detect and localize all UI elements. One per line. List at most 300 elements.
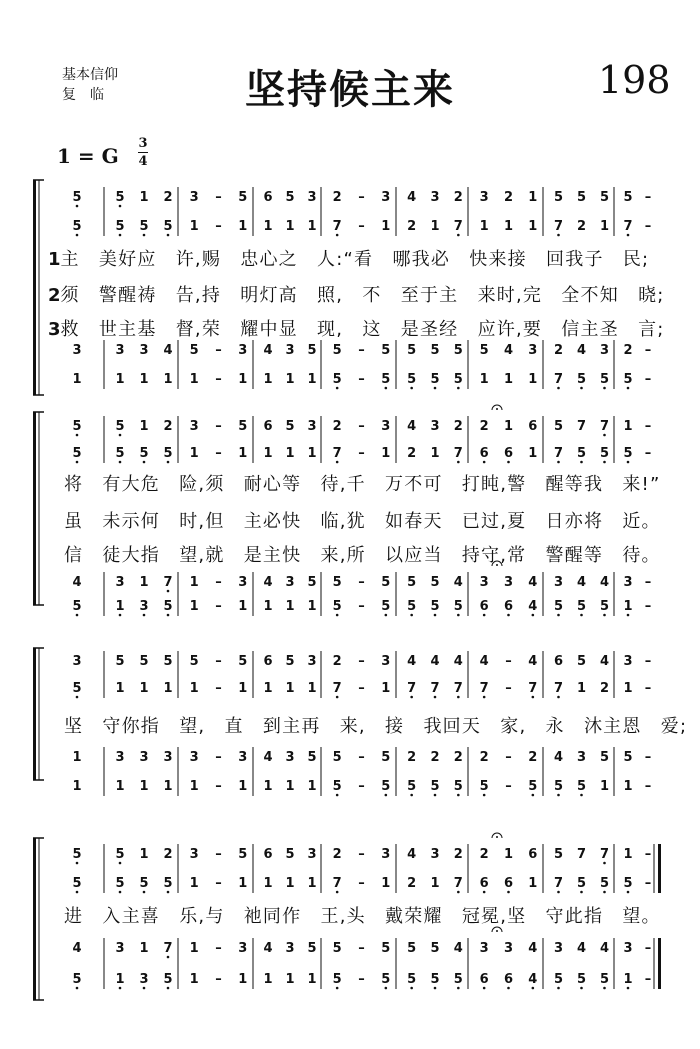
lyric-text: 坚 守你指 望, 直 到主再 来, 接 我回天 家, 永 沐主恩 爱; xyxy=(64,716,688,737)
note: 4 xyxy=(528,654,538,669)
note: – xyxy=(505,654,512,669)
low-octave-dot xyxy=(410,387,413,390)
system-bracket-thick xyxy=(33,180,36,395)
note: 4 xyxy=(599,654,610,669)
system-bracket-thick xyxy=(33,648,36,780)
low-octave-dot xyxy=(483,891,486,894)
lyric-line xyxy=(48,245,649,271)
note: 1 xyxy=(238,372,248,387)
note: 5 xyxy=(430,343,440,358)
note: 7 xyxy=(163,575,173,590)
note: 5 xyxy=(332,941,342,956)
note: 2 xyxy=(553,343,564,358)
low-octave-dot xyxy=(119,862,122,865)
note: 1 xyxy=(430,219,440,234)
note: 4 xyxy=(599,575,610,590)
note: 1 xyxy=(115,779,125,794)
note: 3 xyxy=(623,575,633,590)
note: 2 xyxy=(503,190,514,205)
note: 1 xyxy=(479,372,489,387)
note: 5 xyxy=(407,343,417,358)
note: 5 xyxy=(381,372,391,387)
low-octave-dot xyxy=(410,987,413,990)
note: 5 xyxy=(479,779,489,794)
low-octave-dot xyxy=(336,987,339,990)
low-octave-dot xyxy=(434,987,437,990)
note: 6 xyxy=(263,847,273,862)
note: 1 xyxy=(479,219,489,234)
note: 1 xyxy=(528,372,538,387)
note: 5 xyxy=(576,190,587,205)
note: – xyxy=(358,750,365,765)
note: 1 xyxy=(576,681,587,696)
lyric-text: 进 入主喜 乐,与 祂同作 王,头 戴荣耀 冠冕,坚 守此指 望。 xyxy=(64,906,661,927)
note: 7 xyxy=(479,681,489,696)
note: 5 xyxy=(381,750,391,765)
note: 3 xyxy=(503,575,514,590)
low-octave-dot xyxy=(167,590,170,593)
low-octave-dot xyxy=(336,891,339,894)
note: 3 xyxy=(285,575,295,590)
note: 3 xyxy=(307,654,317,669)
note: 7 xyxy=(553,876,564,891)
low-octave-dot xyxy=(483,461,486,464)
note: 4 xyxy=(453,941,463,956)
note: 5 xyxy=(553,190,564,205)
note: – xyxy=(505,681,512,696)
note: 1 xyxy=(163,779,173,794)
note: 4 xyxy=(430,654,440,669)
note: 5 xyxy=(139,876,149,891)
note: 3 xyxy=(623,941,633,956)
note: 1 xyxy=(189,941,199,956)
note: 5 xyxy=(238,419,248,434)
note: 5 xyxy=(115,446,125,461)
note: 1 xyxy=(528,876,538,891)
note: 6 xyxy=(479,876,489,891)
note: 1 xyxy=(623,972,633,987)
note: 5 xyxy=(332,372,342,387)
note: – xyxy=(644,419,652,434)
note: 1 xyxy=(72,750,82,765)
note: – xyxy=(644,599,652,614)
note: 2 xyxy=(407,750,417,765)
note: 3 xyxy=(72,343,82,358)
note: 1 xyxy=(115,681,125,696)
note: 1 xyxy=(139,419,149,434)
note: 1 xyxy=(238,446,248,461)
note: – xyxy=(215,681,222,696)
note: 4 xyxy=(528,941,538,956)
low-octave-dot xyxy=(119,987,122,990)
note: 7 xyxy=(332,219,342,234)
note: 6 xyxy=(263,190,273,205)
low-octave-dot xyxy=(507,614,510,617)
low-octave-dot xyxy=(167,614,170,617)
note: 6 xyxy=(263,654,273,669)
note: 1 xyxy=(238,219,248,234)
system-bracket-thick xyxy=(33,838,36,1000)
note: 3 xyxy=(238,941,248,956)
note: 3 xyxy=(115,343,125,358)
note: 1 xyxy=(263,219,273,234)
low-octave-dot xyxy=(457,891,460,894)
note: 1 xyxy=(115,599,125,614)
low-octave-dot xyxy=(336,696,339,699)
note: 4 xyxy=(599,941,610,956)
note: 4 xyxy=(479,654,489,669)
note: 1 xyxy=(381,219,391,234)
low-octave-dot xyxy=(336,794,339,797)
note: 1 xyxy=(139,372,149,387)
note: 5 xyxy=(238,654,248,669)
note: 5 xyxy=(553,599,564,614)
note: 4 xyxy=(72,575,82,590)
note: 1 xyxy=(189,575,199,590)
lyric-line xyxy=(48,281,665,307)
note: 5 xyxy=(599,750,610,765)
note: – xyxy=(644,343,652,358)
note: 5 xyxy=(407,372,417,387)
note: 5 xyxy=(307,575,317,590)
note: 2 xyxy=(430,750,440,765)
note: 5 xyxy=(430,941,440,956)
note: 1 xyxy=(285,972,295,987)
note: 1 xyxy=(238,599,248,614)
note: 6 xyxy=(263,419,273,434)
note: – xyxy=(644,972,652,987)
note: 2 xyxy=(479,847,489,862)
note: – xyxy=(215,190,222,205)
note: – xyxy=(215,446,222,461)
note: 3 xyxy=(381,190,391,205)
note: 4 xyxy=(528,599,538,614)
low-octave-dot xyxy=(143,891,146,894)
note: 7 xyxy=(576,847,587,862)
low-octave-dot xyxy=(532,794,535,797)
low-octave-dot xyxy=(76,234,79,237)
note: 1 xyxy=(528,190,538,205)
note: – xyxy=(644,876,652,891)
note: 1 xyxy=(72,372,82,387)
note: 5 xyxy=(163,876,173,891)
note: 7 xyxy=(453,446,463,461)
note: – xyxy=(358,654,365,669)
note: 5 xyxy=(163,654,173,669)
low-octave-dot xyxy=(143,614,146,617)
note: 1 xyxy=(285,599,295,614)
note: 1 xyxy=(238,681,248,696)
note: – xyxy=(215,343,222,358)
note: 5 xyxy=(407,779,417,794)
note: 5 xyxy=(238,847,248,862)
note: 1 xyxy=(307,599,317,614)
note: 5 xyxy=(430,599,440,614)
note: 5 xyxy=(163,972,173,987)
note: 5 xyxy=(623,876,633,891)
note: – xyxy=(215,779,222,794)
note: – xyxy=(358,446,365,461)
lyric-text: 救 世主基 督,荣 耀中显 现, 这 是圣经 应许,要 信主圣 言; xyxy=(60,319,665,340)
fermata-dot xyxy=(496,930,498,932)
note: – xyxy=(358,575,365,590)
note: 3 xyxy=(238,343,248,358)
note: 5 xyxy=(453,599,463,614)
fermata-dot xyxy=(496,836,498,838)
low-octave-dot xyxy=(457,234,460,237)
note: 4 xyxy=(553,750,564,765)
note: 5 xyxy=(553,847,564,862)
note: 7 xyxy=(453,219,463,234)
low-octave-dot xyxy=(557,234,560,237)
note: 1 xyxy=(189,876,199,891)
note: 2 xyxy=(163,847,173,862)
note: 7 xyxy=(623,219,633,234)
low-octave-dot xyxy=(580,891,583,894)
note: 7 xyxy=(332,876,342,891)
note: 5 xyxy=(115,419,125,434)
note: 6 xyxy=(528,847,538,862)
note: 3 xyxy=(553,575,564,590)
note: – xyxy=(644,190,652,205)
lyric-line xyxy=(64,902,661,928)
note: 4 xyxy=(453,575,463,590)
low-octave-dot xyxy=(507,891,510,894)
low-octave-dot xyxy=(385,614,388,617)
final-bar-thick xyxy=(658,844,661,893)
note: 5 xyxy=(332,972,342,987)
note: 2 xyxy=(453,750,463,765)
note: 5 xyxy=(189,343,199,358)
system-bracket-thick xyxy=(33,412,36,605)
note: 3 xyxy=(115,750,125,765)
note: 1 xyxy=(307,446,317,461)
lyric-line xyxy=(48,315,665,341)
note: 7 xyxy=(553,681,564,696)
low-octave-dot xyxy=(557,891,560,894)
low-octave-dot xyxy=(580,614,583,617)
low-octave-dot xyxy=(557,987,560,990)
note: 1 xyxy=(623,779,633,794)
note: – xyxy=(358,419,365,434)
note: 5 xyxy=(623,190,633,205)
note: – xyxy=(644,575,652,590)
note: – xyxy=(358,681,365,696)
note: 1 xyxy=(623,419,633,434)
note: 3 xyxy=(189,750,199,765)
note: 1 xyxy=(189,681,199,696)
note: 4 xyxy=(263,750,273,765)
low-octave-dot xyxy=(627,234,630,237)
low-octave-dot xyxy=(76,987,79,990)
lyric-line xyxy=(64,470,661,496)
note: 7 xyxy=(453,876,463,891)
note: 4 xyxy=(576,941,587,956)
note: 3 xyxy=(72,654,82,669)
time-bottom: 4 xyxy=(138,154,148,169)
note: 5 xyxy=(453,343,463,358)
note: 5 xyxy=(72,681,82,696)
verse-number: 1 xyxy=(48,249,61,270)
note: 5 xyxy=(407,941,417,956)
note: 3 xyxy=(528,343,538,358)
low-octave-dot xyxy=(532,987,535,990)
note: 1 xyxy=(307,972,317,987)
note: 1 xyxy=(139,190,149,205)
note: 2 xyxy=(453,419,463,434)
note: 1 xyxy=(263,372,273,387)
note: 1 xyxy=(528,219,538,234)
note: 5 xyxy=(576,972,587,987)
note: 7 xyxy=(453,681,463,696)
low-octave-dot xyxy=(557,461,560,464)
note: 1 xyxy=(263,599,273,614)
low-octave-dot xyxy=(580,987,583,990)
note: 6 xyxy=(503,876,514,891)
note: – xyxy=(358,847,365,862)
note: 6 xyxy=(479,446,489,461)
note: 5 xyxy=(430,972,440,987)
note: 1 xyxy=(115,372,125,387)
note: 5 xyxy=(72,190,82,205)
note: – xyxy=(505,779,512,794)
low-octave-dot xyxy=(76,461,79,464)
note: 7 xyxy=(553,219,564,234)
note: 5 xyxy=(115,847,125,862)
low-octave-dot xyxy=(627,387,630,390)
note: 4 xyxy=(407,847,417,862)
low-octave-dot xyxy=(457,461,460,464)
note: 1 xyxy=(623,681,633,696)
note: – xyxy=(505,750,512,765)
note: 5 xyxy=(381,972,391,987)
note: 1 xyxy=(189,972,199,987)
note: 4 xyxy=(407,654,417,669)
note: 5 xyxy=(576,779,587,794)
low-octave-dot xyxy=(434,614,437,617)
note: 5 xyxy=(623,750,633,765)
note: 5 xyxy=(307,941,317,956)
note: 3 xyxy=(430,419,440,434)
note: 5 xyxy=(332,343,342,358)
note: 3 xyxy=(189,847,199,862)
note: 1 xyxy=(189,599,199,614)
note: 5 xyxy=(479,343,489,358)
low-octave-dot xyxy=(434,696,437,699)
note: 1 xyxy=(503,372,514,387)
low-octave-dot xyxy=(603,987,606,990)
note: 5 xyxy=(307,343,317,358)
note: 5 xyxy=(189,654,199,669)
low-octave-dot xyxy=(483,987,486,990)
note: 5 xyxy=(381,779,391,794)
note: 7 xyxy=(407,681,417,696)
note: – xyxy=(644,847,652,862)
note: 5 xyxy=(430,372,440,387)
note: 4 xyxy=(576,343,587,358)
note: 5 xyxy=(285,190,295,205)
low-octave-dot xyxy=(336,234,339,237)
category-top: 基本信仰 xyxy=(62,67,118,83)
note: – xyxy=(644,654,652,669)
note: 6 xyxy=(503,446,514,461)
note: 3 xyxy=(503,941,514,956)
key-signature: 1 = G xyxy=(57,144,119,168)
note: 1 xyxy=(263,779,273,794)
note: 6 xyxy=(553,654,564,669)
note: 4 xyxy=(528,575,538,590)
note: 3 xyxy=(307,190,317,205)
note: 1 xyxy=(623,847,633,862)
note: 1 xyxy=(139,847,149,862)
note: 3 xyxy=(189,419,199,434)
note: 6 xyxy=(528,419,538,434)
low-octave-dot xyxy=(385,387,388,390)
note: 5 xyxy=(332,575,342,590)
note: 3 xyxy=(139,599,149,614)
note: 7 xyxy=(599,419,610,434)
note: 2 xyxy=(599,681,610,696)
note: 5 xyxy=(332,599,342,614)
low-octave-dot xyxy=(557,696,560,699)
note: 6 xyxy=(503,972,514,987)
low-octave-dot xyxy=(557,614,560,617)
lyric-text: 将 有大危 险,须 耐心等 待,千 万不可 打盹,警 醒等我 来!” xyxy=(64,474,661,495)
note: 7 xyxy=(430,681,440,696)
note: 3 xyxy=(139,343,149,358)
note: 2 xyxy=(163,190,173,205)
low-octave-dot xyxy=(143,461,146,464)
note: 4 xyxy=(163,343,173,358)
low-octave-dot xyxy=(603,434,606,437)
note: 5 xyxy=(623,446,633,461)
low-octave-dot xyxy=(457,614,460,617)
low-octave-dot xyxy=(76,434,79,437)
note: 3 xyxy=(430,847,440,862)
note: 5 xyxy=(381,941,391,956)
note: – xyxy=(215,941,222,956)
note: 5 xyxy=(381,575,391,590)
note: 7 xyxy=(528,681,538,696)
note: 2 xyxy=(576,219,587,234)
note: 5 xyxy=(407,575,417,590)
note: – xyxy=(215,219,222,234)
note: 5 xyxy=(553,779,564,794)
note: 5 xyxy=(72,419,82,434)
note: – xyxy=(215,575,222,590)
note: – xyxy=(644,750,652,765)
note: 2 xyxy=(453,847,463,862)
note: 1 xyxy=(599,219,610,234)
note: 1 xyxy=(139,575,149,590)
low-octave-dot xyxy=(457,387,460,390)
lyric-text: 信 徒大指 望,就 是主快 来,所 以应当 持守,常 警醒等 待。 xyxy=(64,545,661,566)
note: 1 xyxy=(503,219,514,234)
low-octave-dot xyxy=(580,387,583,390)
note: 1 xyxy=(503,847,514,862)
low-octave-dot xyxy=(483,794,486,797)
low-octave-dot xyxy=(603,461,606,464)
verse-number: 2 xyxy=(48,285,61,306)
low-octave-dot xyxy=(457,987,460,990)
note: 5 xyxy=(307,750,317,765)
note: 4 xyxy=(263,343,273,358)
note: 3 xyxy=(307,419,317,434)
note: 1 xyxy=(163,681,173,696)
lyric-line xyxy=(64,541,661,567)
note: 5 xyxy=(115,654,125,669)
note: 5 xyxy=(139,654,149,669)
